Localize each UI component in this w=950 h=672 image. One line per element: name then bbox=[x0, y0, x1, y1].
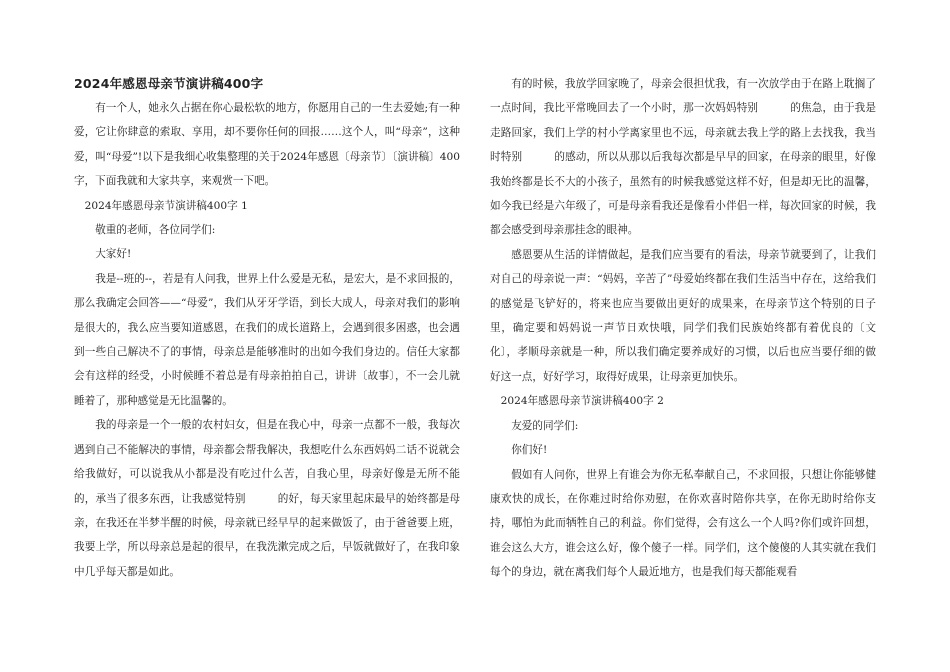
body-paragraph: 我的母亲是一个一般的农村妇女，但是在我心中，母亲一点都不一般，我每次遇到自己不能解决的事情，母亲都会帮我解决，我想吃什么东西妈妈二话不说就会给我做好，可以说我从小都是没有吃过什么苦，自我心里，母亲好像是无所不能的，承当了很多东西，让我感觉特别 的好，每天家里起床最早的始终都是母亲，在我还在半梦半醒的时候，母亲就已经早早的起来做饭了，由于爸爸要上班，我要上学，所以母亲总是起的很早，在我洗漱完成之后，早饭就做好了，在我印象中几乎每天都是如此。 bbox=[74, 419, 460, 578]
salutation: 友爱的同学们: bbox=[511, 419, 579, 432]
section-heading-2: 2024年感恩母亲节演讲稿400字 2 bbox=[500, 395, 664, 408]
left-column bbox=[74, 72, 460, 584]
greeting: 你们好! bbox=[511, 444, 548, 457]
intro-paragraph: 有一个人，她永久占据在你心最松软的地方，你愿用自己的一生去爱她;有一种爱，它让你肆意的索取、享用，却不要你任何的回报……这个人，叫“母亲”，这种爱，叫“母爱”!以下是我细心收集整理的关于2024年感恩〔母亲节〕〔演讲稿〕400字，下面我就和大家共享，来观赏一下吧。 bbox=[74, 102, 460, 188]
body-paragraph: 我是--班的--，若是有人问我，世界上什么爱是无私，是宏大，是不求回报的，那么我确定会回答——“母爱”，我们从牙牙学语，到长大成人，母亲对我们的影响是很大的，我么应当要知道感恩，在我们的成长道路上，会遇到很多困惑，也会遇到一些自己解决不了的事情，母亲总是能够准时的出如今我们身边的。信任大家都会有这样的经受，小时候睡不着总是有母亲拍拍自己，讲讲〔故事〕，不一会儿就睡着了，那种感觉是无比温馨的。 bbox=[74, 272, 460, 407]
document-title: 2024年感恩母亲节演讲稿400字 bbox=[74, 76, 264, 91]
body-paragraph: 假如有人问你，世界上有谁会为你无私奉献自己，不求回报，只想让你能够健康欢快的成长，在你难过时给你劝慰，在你欢喜时陪你共享，在你无助时给你支持，哪怕为此而牺牲自己的利益。你们觉得，会有这么一个人吗?你们或许回想，谁会这么大方，谁会这么好，像个傻子一样。同学们，这个傻傻的人其实就在我们每个的身边，就在离我们每个人最近地方，也是我们每天都能观看 bbox=[490, 468, 876, 579]
salutation: 敬重的老师，各位同学们: bbox=[95, 224, 216, 237]
right-column bbox=[490, 72, 876, 585]
greeting: 大家好! bbox=[95, 248, 132, 261]
body-paragraph: 有的时候，我放学回家晚了，母亲会很担忧我，有一次放学由于在路上耽搁了一点时间，我比平常晚回去了一个小时，那一次妈妈特别 的焦急，由于我是走路回家，我们上学的村小学离家里也不远，母亲就去我上学的路上去找我，我当时特别 的感动，所以从那以后我每次都是早早的回家，在母亲的眼里，好像我始终都是长不大的小孩子，虽然有的时候我感觉这样不好，但是却无比的温馨，如今我已经是六年级了，可是母亲看我还是像看小伴侣一样，每次回家的时候，我都会感受到母亲那挂念的眼神。 bbox=[490, 78, 876, 237]
section-heading-1: 2024年感恩母亲节演讲稿400字 1 bbox=[84, 199, 248, 212]
body-paragraph: 感恩要从生活的详情做起，是我们应当要有的看法，母亲节就要到了，让我们对自己的母亲说一声：“妈妈，辛苦了”母爱始终都在我们生活当中存在，这给我们的感觉是飞铲好的，将来也应当要做出更好的成果来，在母亲节这个特别的日子里，确定要和妈妈说一声节日欢快哦，同学们我们民族始终都有着优良的〔文化〕，孝顺母亲就是一种，所以我们确定要养成好的习惯，以后也应当要仔细的做好这一点，好好学习，取得好成果，让母亲更加快乐。 bbox=[490, 248, 876, 383]
